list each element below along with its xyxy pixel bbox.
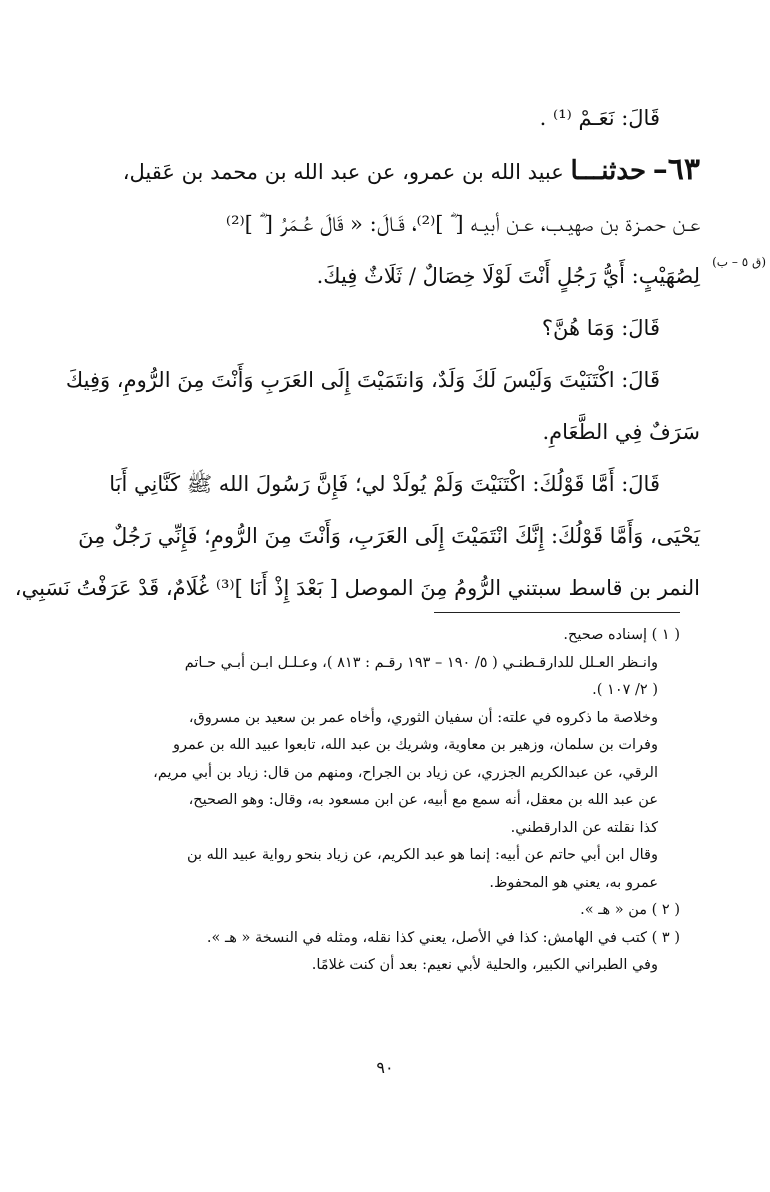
text-line-10: النمر بن قاسط سبتني الرُّومُ مِنَ الموصل [ بَعْدَ إِذْ أَنَا ]⁽³⁾ غُلَامٌ، قَدْ عَرَفْتُ نَسَبِي، [14,576,700,600]
manuscript-margin-note: (ق ٥ – ب) [712,255,766,269]
hadith-keyword: حدثنـــا [570,156,647,186]
text-line-8: قَالَ: أَمَّا قَوْلُكَ: اكْتَنَيْتَ وَلَمْ يُولَدْ لي؛ فَإِنَّ رَسُولَ الله ﷺ كَنَّانِي أَبَا [109,472,660,496]
footnote-separator [434,612,680,613]
main-text [14,92,700,614]
text-line-9: يَحْيَى، وَأَمَّا قَوْلُكَ: إِنَّكَ انْتَمَيْتَ إِلَى العَرَبِ، وَأَنْتَ مِنَ الرُّومِ؛ فَإِنِّي رَجُلٌ مِنَ [78,524,700,548]
footnote-1-line-8: كذا نقلته عن الدارقطني. [510,819,658,836]
footnote-1-line-2: وانـظر العـلل للدارقـطنـي ( ٥/ ١٩٠ – ١٩٣ رقـم : ٨١٣ )، وعـلـل ابـن أبـي حـاتم [184,654,658,671]
footnote-1-line-9: وقال ابن أبي حاتم عن أبيه: إنما هو عبد الكريم، عن زياد بنحو رواية عبيد الله بن [186,847,658,863]
footnotes [100,622,680,980]
page-number: ٩٠ [376,1058,394,1077]
footnote-1-line-4: وخلاصة ما ذكروه في علته: أن سفيان الثوري، وأخاه عمر بن سعيد بن مسروق، [188,709,658,726]
footnote-1-text: إسناده صحيح. [563,627,648,643]
footnote-1-line-7: عن عبد الله بن معقل، أنه سمع مع أبيه، عن ابن مسعود به، وقال: وهو الصحيح، [188,792,658,808]
footnote-3: ( ٣ ) كتب في الهامش: كذا في الأصل، يعني كذا نقله، ومثله في النسخة « هـ ». [206,929,680,946]
footnote-1 [100,622,680,650]
hadith-number: ٦٣– [652,152,700,187]
isnad-text: عبيد الله بن عمرو، عن عبد الله بن محمد بن عَقيل، [122,160,564,184]
footnote-1-line-10: عمرو به، يعني هو المحفوظ. [489,874,658,891]
text-line-2 [100,144,700,198]
footnote-1-line-6: الرقي، عن عبدالكريم الجزري، عن زياد بن الجراح، ومنهم من قال: زياد بن أبي مريم، [153,764,658,781]
footnote-1-line-3: ( ٢/ ١٠٧ ). [592,682,658,698]
text-line-7: سَرَفٌ فِي الطَّعَامِ. [542,420,700,444]
text-line-4: لِصُهَيْبٍ: أَيُّ رَجُلٍ أَنْتَ لَوْلَا خِصَالٌ / ثَلَاثٌ فِيكَ. [316,264,700,288]
footnote-2: ( ٢ ) من « هـ ». [580,902,680,918]
footnote-1-label: ( ١ ) [651,627,680,643]
text-line-1: قَالَ: نَعَـمْ ⁽¹⁾ . [539,106,660,130]
text-line-6: قَالَ: اكْتَنَيْتَ وَلَيْسَ لَكَ وَلَدٌ، وَانتَمَيْتَ إِلَى العَرَبِ وَأَنْتَ مِنَ الرُّومِ، وَفِيكَ [65,368,660,392]
text-line-5: قَالَ: وَمَا هُنَّ؟ [541,316,660,340]
text-line-3: عـن حمـزة بن صهيـب، عـن أبيـه [ ؓ ]⁽²⁾، قَـالَ: « قَالَ عُـمَرُ [ ؓ ]⁽²⁾ [225,212,700,236]
footnote-1-line-5: وفرات بن سلمان، وزهير بن معاوية، وشريك بن عبد الله، تابعوا عبيد الله بن عمرو [172,737,658,753]
footnote-3-line-2: وفي الطبراني الكبير، والحلية لأبي نعيم: بعد أن كنت غلامًا. [311,957,658,973]
